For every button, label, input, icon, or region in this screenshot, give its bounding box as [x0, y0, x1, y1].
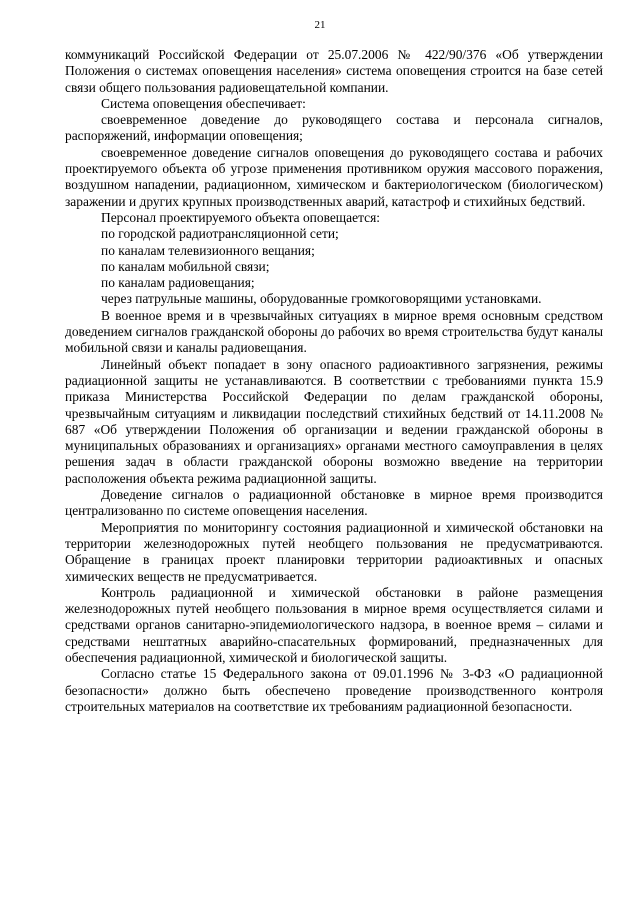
paragraph: Мероприятия по мониторингу состояния радиационной и химической обстановки на территории железнодорожных путей необщего пользования не предусматриваются. Обращение в границах проект планировки территории радиоактивных и опасных химических веществ не предусматривается. [65, 519, 603, 584]
list-item: по каналам радиовещания; [101, 275, 255, 291]
list-item: по каналам мобильной связи; [101, 258, 270, 274]
list-item: через патрульные машины, оборудованные громкоговорящими установками. [101, 291, 542, 307]
paragraph: Согласно статье 15 Федерального закона от 09.01.1996 № 3-ФЗ «О радиационной безопасности» должно быть обеспечено проведение производственного контроля строительных материалов на соответствие их требованиям радиационной безопасности. [65, 666, 603, 714]
paragraph: В военное время и в чрезвычайных ситуациях в мирное время основным средством доведением сигналов гражданской обороны до рабочих во время строительства будут каналы мобильной связи и каналы радиовещания. [65, 307, 603, 356]
document-body [65, 47, 603, 715]
paragraph: своевременное доведение до руководящего состава и персонала сигналов, распоряжений, информации оповещения; [65, 112, 603, 144]
page-number: 21 [314, 19, 326, 31]
paragraph: Линейный объект попадает в зону опасного радиоактивного загрязнения, режимы радиационной защиты не устанавливаются. В соответствии с требованиями пункта 15.9 приказа Министерства Российской Федерации по делам гражданской обороны, чрезвычайным ситуациям и ликвидации последствий стихийных бедствий от 14.11.2008 № 687 «Об утверждении Положения об организации и ведении гражданской обороны в муниципальных образованиях и организациях» органами местного самоуправления в целях решения задач в области гражданской обороны возможно введение на территории расположения объекта режима радиационной защиты. [65, 356, 603, 486]
paragraph: Система оповещения обеспечивает: [101, 95, 306, 111]
paragraph: своевременное доведение сигналов оповещения до руководящего состава и рабочих проектируемого объекта об угрозе применения противником оружия массового поражения, воздушном нападении, радиационном, химическом и бактериологическом (биологическом) заражении и других крупных производственных аварий, катастроф и стихийных бедствий. [65, 144, 603, 209]
list-item: по городской радиотрансляционной сети; [101, 226, 339, 242]
list-item: по каналам телевизионного вещания; [101, 242, 315, 258]
paragraph: Контроль радиационной и химической обстановки в районе размещения железнодорожных путей необщего пользования в мирное время осуществляется силами и средствами органов санитарно-эпидемиологического надзора, в военное время – силами и средствами нештатных аварийно-спасательных формирований, предназначенных для обеспечения радиационной, химической и биологической защиты. [65, 584, 603, 665]
paragraph-continued: коммуникаций Российской Федерации от 25.07.2006 № 422/90/376 «Об утверждении Положения о системах оповещения населения» система оповещения строится на базе сетей связи общего пользования радиовещательной компании. [65, 47, 603, 95]
paragraph: Персонал проектируемого объекта оповещается: [101, 209, 380, 225]
paragraph: Доведение сигналов о радиационной обстановке в мирное время производится централизованно по системе оповещения населения. [65, 487, 603, 519]
